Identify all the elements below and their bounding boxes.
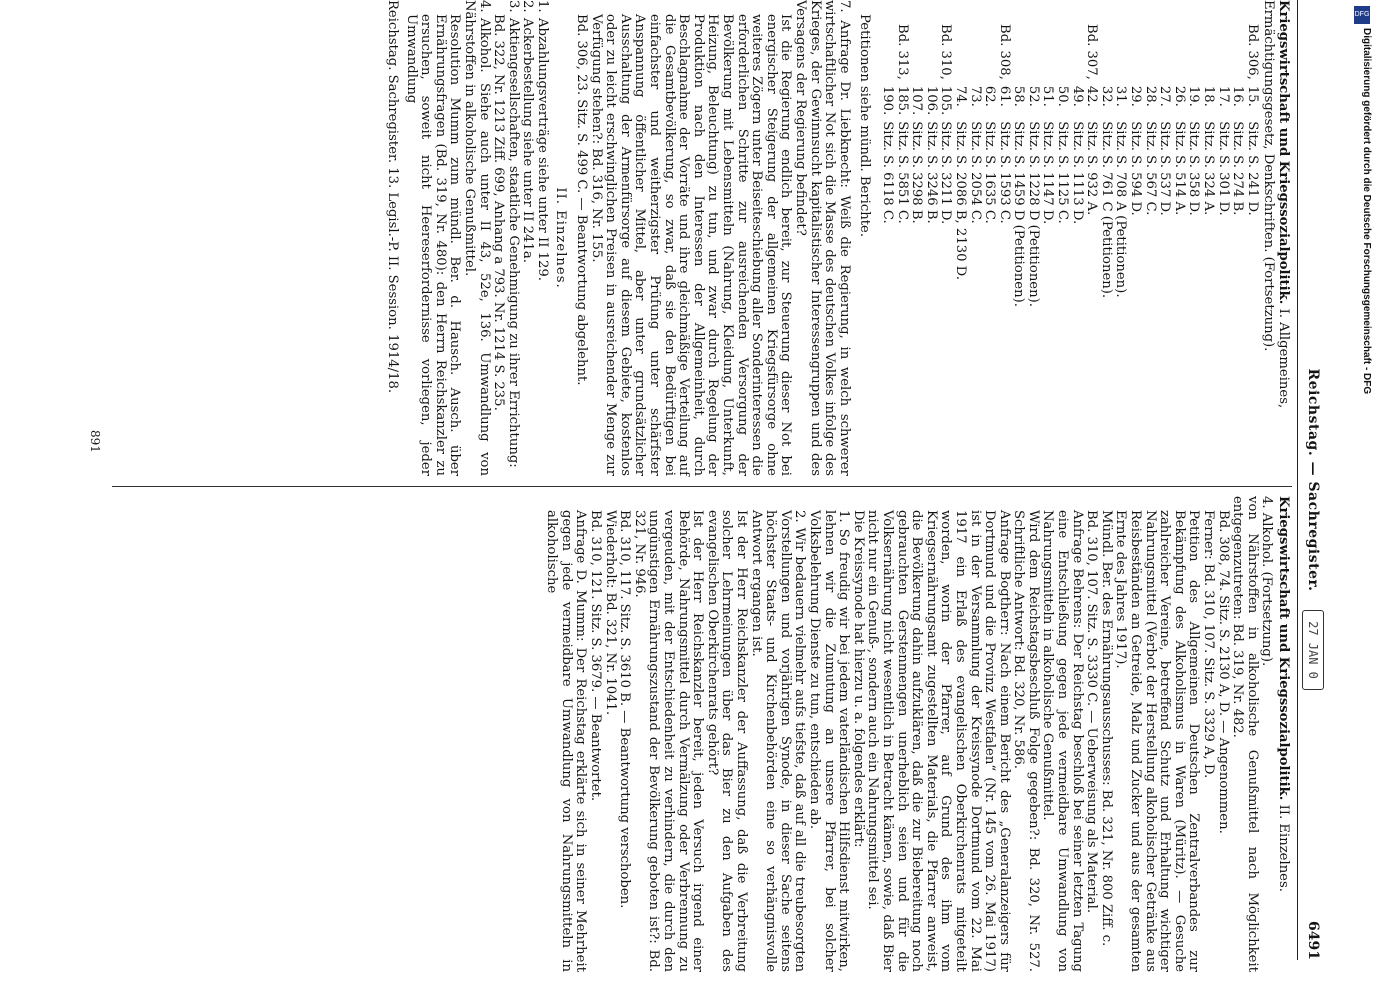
session-row (1157, 24, 1172, 313)
session-n: 26. (1171, 85, 1187, 107)
session-row (1113, 24, 1128, 313)
session-n: 28. (1142, 85, 1158, 107)
session-ref: Sitz. S. 2086 B, 2130 D. (952, 121, 968, 280)
session-row (1127, 24, 1142, 313)
right-column (544, 496, 1290, 972)
session-ref: Sitz. S. 567 C. (1142, 121, 1158, 216)
session-row (938, 24, 953, 313)
session-bd: Bd. 308, (996, 24, 1012, 80)
digitization-credit (1352, 6, 1374, 646)
session-n: 42. (1084, 85, 1100, 107)
right-paragraph: Wird dem Reichstagsbeschluß Folge gegeben?: Bd. 320, Nr. 527. Schriftliche Antwort: Bd. 320, Nr. 586. (1011, 510, 1041, 972)
right-paragraph: Ist der Herr Reichskanzler der Auffassung, daß die Verbreitung solcher Lehrmeinungen über das Bier zu den Aufgaben des evangelischen Oberkirchenrats gehört? (704, 510, 750, 972)
session-n: 190. (879, 85, 895, 116)
right-paragraph: Bd. 308, 74. Sitz. S. 2130 A, D. — Angenommen. (1215, 510, 1231, 834)
page-header (1297, 0, 1322, 960)
page-footer: Reichstag. Sachregister. 13. Legisl.-P. II. Session. 1914/18. (384, 0, 400, 394)
session-row (967, 24, 982, 313)
session-row (1186, 24, 1201, 313)
session-ref: Sitz. S. 3298 B. (909, 121, 925, 224)
session-ref: Sitz. S. 3211 D. (938, 121, 954, 225)
session-row (909, 24, 924, 313)
session-row (1215, 24, 1230, 313)
session-n: 74. (952, 85, 968, 107)
session-bd (967, 24, 982, 86)
session-bd (909, 24, 924, 86)
list-item: 1.Abzahlungsverträge siehe unter II 129. (534, 0, 550, 281)
session-ref: Sitz. S. 708 A (Petitionen). (1113, 121, 1129, 298)
right-paragraphs (544, 496, 1259, 972)
session-row (1069, 24, 1084, 313)
right-paragraph: Anfrage D. Mumm: Der Reichstag erklärte sich in seiner Mehrheit gegen jede vermeidbare Umwandlung von Nahrungsmitteln in alkoholische (544, 510, 589, 972)
session-bd (1142, 24, 1157, 86)
session-n: 52. (1025, 85, 1041, 107)
session-bd (1040, 24, 1055, 86)
session-bd: Bd. 310, (938, 24, 954, 80)
session-row (1230, 24, 1245, 313)
einzelnes-list (403, 0, 549, 476)
left-section-heading (1261, 0, 1290, 476)
session-row (1171, 24, 1186, 313)
session-n: 51. (1040, 85, 1056, 107)
session-ref: Sitz. S. 537 D. (1157, 121, 1173, 216)
sub-entry-title: 4. Alkohol. (Fortsetzung). (1259, 496, 1275, 667)
session-row (1098, 24, 1113, 313)
session-bd (1127, 24, 1142, 86)
list-item: 3.Aktiengesellschaften, staatliche Genehmigung zu ihrer Errichtung: (505, 0, 521, 468)
session-row (894, 24, 909, 313)
right-paragraph: Wiederholt: Bd. 321, Nr. 1041. (602, 510, 618, 716)
right-paragraph: Petition des Allgemeinen Deutschen Zentralverbandes zur Bekämpfung des Alkoholismus in Waren (Müritz). — Gesuche zahlreicher Vereine, betreffend Schutz und Erhaltung wichtiger Nahrungsmittel (Verbot der Herstellung alkoholischer Getränke aus Reisbeständen an Getreide, Malz und Zucker und aus der gesamten Ernte des Jahres 1917). (1113, 510, 1202, 972)
session-n: 73. (967, 85, 983, 107)
right-paragraph: Ist der Herr Reichskanzler bereit, jeden Versuch irgend einer Behörde, Nahrungsmittel durch Vermälzung oder Verbrennung zu vergeuden, mit der Entschiedenheit zu verhindern, die durch den ungünstigen Ernährungszustand der Bevölkerung geboten ist?: Bd. 321, Nr. 946. (631, 510, 706, 972)
session-ref: Sitz. S. 1593 C. (996, 121, 1012, 224)
page-number: 6491 (1305, 921, 1321, 960)
session-ref: Sitz. S. 6118 C. (879, 121, 895, 224)
session-n: 106. (923, 85, 939, 116)
session-n: 49. (1069, 85, 1085, 107)
session-row (923, 24, 938, 313)
list-item: Resolution Mumm zum mündl. Ber. d. Hausch. Ausch. über Ernährungsfragen (Bd. 319, Nr. 480): den Herrn Reichskanzler zu ersuchen, soweit nicht Heereserfordernisse vorliegen, jeder Umwandlung (403, 14, 463, 476)
session-ref: Sitz. S. 1459 D (Petitionen). (1011, 121, 1027, 307)
session-n: 32. (1098, 85, 1114, 107)
session-n: 58. (1011, 85, 1027, 107)
right-paragraph: Bd. 310, 117. Sitz. S. 3610 B. — Beantwortung verschoben. (617, 510, 633, 909)
session-bd (1157, 24, 1172, 86)
session-bd (1171, 24, 1186, 86)
session-ref: Sitz. S. 514 A. (1171, 121, 1187, 216)
session-n: 18. (1201, 85, 1217, 107)
right-section-heading (1275, 496, 1290, 972)
sessions-table (879, 24, 1258, 313)
session-bd (1025, 24, 1040, 86)
session-n: 17. (1215, 85, 1231, 107)
session-ref: Sitz. S. 2054 C. (967, 121, 983, 224)
item7-question: 7. Anfrage Dr. Liebknecht: Weiß die Regierung, in welch schwerer wirtschaftlicher Not sich die Masse des deutschen Volkes infolge des Krieges, der Gewinnsucht kapitalistischer Interessengruppen und des Versagens der Regierung befindet? (793, 0, 852, 476)
running-title: Reichstag. — Sachregister. (1305, 368, 1321, 592)
petitionen-note: Petitionen siehe mündl. Berichte. (857, 14, 873, 238)
session-bd (1069, 24, 1084, 86)
session-row (1025, 24, 1040, 313)
session-ref: Sitz. S. 324 A. (1201, 121, 1217, 216)
session-n: 31. (1113, 85, 1129, 107)
session-row (879, 24, 894, 313)
session-n: 15. (1244, 85, 1260, 107)
session-bd (1200, 24, 1215, 86)
session-bd (1230, 24, 1245, 86)
session-n: 27. (1157, 85, 1173, 107)
right-paragraph: Ferner: Bd. 310, 107. Sitz. S. 3329 A, D. (1201, 510, 1217, 779)
session-n: 50. (1055, 85, 1071, 107)
session-row (982, 24, 997, 313)
session-n: 29. (1128, 85, 1144, 107)
session-bd: Bd. 307, (1084, 24, 1100, 80)
session-ref: Sitz. S. 5851 C. (894, 121, 910, 224)
session-n: 185. (894, 85, 910, 116)
session-n: 107. (909, 85, 925, 116)
left-column (384, 0, 1290, 476)
session-bd (1215, 24, 1230, 86)
session-bd (952, 24, 967, 86)
session-ref: Sitz. S. 241 D. (1244, 121, 1260, 216)
right-paragraph: 1. So freudig wir bei jedem vaterländischen Hilfsdienst mitwirken, lehnen wir die Zumutung an unsere Pfarrer, bei solcher Volksbelehrung Dienste zu tun, entschieden ab. (807, 510, 852, 972)
session-ref: Sitz. S. 594 D. (1128, 121, 1144, 216)
session-n: 62. (982, 85, 998, 107)
session-row (1084, 24, 1099, 313)
session-row (996, 24, 1011, 313)
session-bd (982, 24, 997, 86)
session-bd (1186, 24, 1201, 86)
session-ref: Sitz. S. 932 A. (1084, 121, 1100, 216)
credit-text: Digitalisierung gefördert durch die Deutsche Forschungsgemeinschaft - DFG (1361, 28, 1372, 395)
list-item: Bd. 322, Nr. 1213 Ziff. 699, Anhang a 793. Nr. 1214 S. 235. (491, 14, 507, 411)
session-ref: Sitz. S. 3246 B. (923, 121, 939, 224)
dfg-logo: DFG (1354, 6, 1370, 24)
session-row (1040, 24, 1055, 313)
right-paragraph: Mündl. Ber. des Ernährungsausschusses: Bd. 321, Nr. 800 Ziff. c. (1098, 510, 1114, 947)
session-n: 61. (996, 85, 1012, 107)
session-ref: Sitz. S. 1228 D (Petitionen). (1025, 121, 1041, 307)
session-row (1011, 24, 1026, 313)
session-bd (879, 24, 894, 86)
session-ref: Sitz. S. 761 C (Petitionen). (1098, 121, 1114, 299)
session-bd: Bd. 306, (1244, 24, 1260, 80)
session-n: 16. (1230, 85, 1246, 107)
session-bd: Bd. 313, (894, 24, 910, 80)
session-row (1055, 24, 1070, 313)
right-paragraph: Die Kreissynode hat hierzu u. a. folgendes erklärt: (850, 510, 866, 848)
session-row (1200, 24, 1215, 313)
session-bd (1011, 24, 1026, 86)
session-ref: Sitz. S. 1635 C. (982, 121, 998, 224)
session-bd (1055, 24, 1070, 86)
session-row (952, 24, 967, 313)
session-bd (1113, 24, 1128, 86)
column-divider (112, 486, 1292, 487)
session-ref: Sitz. S. 358 D. (1186, 121, 1202, 216)
session-ref: Sitz. S. 1125 C. (1055, 121, 1071, 224)
date-stamp: 27 JAN 0 (1302, 610, 1324, 690)
session-row (1142, 24, 1157, 313)
item7-question-continued: Ist die Regierung endlich bereit, zur Steuerung dieser Not bei energischer Steigerung der allgemeinen Kriegsfürsorge ohne weiteres Zögern unter Beiseiteschiebung aller Sonderinteressen die erforderlichen Schritte zur ausreichenden Versorgung der Bevölkerung mit Lebensmitteln (Nahrung, Kleidung, Unterkunft, Heizung, Beleuchtung) zu tun, und zwar durch Regelung der Produktion nach den Interessen der Allgemeinheit, durch Beschlagnahme der Vorräte und ihre gleichmäßige Verteilung auf die Gesamtbevölkerung, so zwar, daß sie den Bedürftigen bei einfachster und weitherzigster Prüfung unter schärfster Anspannung öffentlicher Mittel, aber unter grundsätzlicher Ausschaltung der Armenfürsorge auf diesem Gebiete, kostenlos oder zu leicht erschwinglichen Preisen in ausreichender Menge zur Verfügung stehen?: Bd. 316, Nr. 155. (588, 14, 794, 476)
rotated-document-sheet (62, 0, 1322, 1000)
session-n: 19. (1186, 85, 1202, 107)
session-ref: Sitz. S. 301 D. (1215, 121, 1231, 216)
session-ref: Sitz. S. 1147 D. (1040, 121, 1056, 225)
item7-answer: Bd. 306, 23. Sitz. S. 499 C. — Beantwortung abgelehnt. (574, 14, 590, 386)
right-section-subtitle: II. Einzelnes. (1276, 800, 1291, 892)
session-ref: Sitz. S. 274 B. (1230, 121, 1246, 216)
session-n: 105. (938, 85, 954, 116)
right-paragraph: 2. Wir bedauern vielmehr aufs tiefste, daß auf all die treubesorgten Vorstellungen und vorjährigen Synode, in dieser Sache seitens höchster Staats- und Kirchenbehörden eine so verhängnisvolle Antwort ergangen ist. (748, 510, 808, 972)
session-row (1244, 24, 1259, 313)
right-paragraph: von Nährstoffen in alkoholische Genußmittel nach Möglichkeit entgegenzutreten: Bd. 319, Nr. 482. (1230, 496, 1260, 972)
right-paragraph: Anfrage Behrens: Der Reichstag beschloß bei seiner letzten Tagung eine Entschließung gegen jede vermeidbare Umwandlung von Nahrungsmitteln in alkoholische Genußmittel. (1040, 510, 1085, 972)
right-paragraph: Bd. 310, 121. Sitz. S. 3679. — Beantwortet. (588, 510, 604, 802)
left-section-subtitle: I. Allgemeines, Ermächtigungsgesetz, Denkschriften. (Fortsetzung). (1261, 0, 1291, 409)
list-item: 2.Ackerbestellung siehe unter II 241a. (520, 0, 536, 263)
session-bd (923, 24, 938, 86)
session-bd (1098, 24, 1113, 86)
right-paragraph: Anfrage Bogtherr: Nach einem Bericht des „Generalanzeigers für Dortmund und die Provinz Westfalen“ (Nr. 145 vom 26. Mai 1917) ist in der Versammlung der Kreissynode Dortmund vom 22. Mai 1917 ein Erlaß des evangelischen Oberkirchenrats mitgeteilt worden, worin der Pfarrer, auf Grund des ihm vom Kriegsernährungsamt zugestellten Materials, die Pfarrer anweist, die Bevölkerung dahin aufzuklären, daß die zur Biebereitung noch gebrauchten Gerstenmengen unerheblich seien und für die Volksernährung nicht wesentlich in Betracht kämen, sowie, daß Bier nicht nur ein Genuß-, sondern auch ein Nahrungsmittel sei. (865, 510, 1012, 972)
right-paragraph: Bd. 310, 107. Sitz. S. 3330 C. — Ueberweisung als Material. (1084, 510, 1100, 914)
list-item: 4.Alkohol. Siehe auch unter II 43, 52e, 136. Umwandlung von Nährstoffen in alkoholische Genußmittel. (461, 0, 492, 476)
bottom-number: 891 (88, 430, 102, 453)
session-ref: Sitz. S. 1113 D. (1069, 121, 1085, 225)
right-section-title: Kriegswirtschaft und Kriegssozialpolitik. (1276, 496, 1291, 801)
section-2-title: II. Einzelnes. (553, 187, 569, 289)
left-section-title: Kriegswirtschaft und Kriegssozialpolitik. (1276, 0, 1291, 305)
